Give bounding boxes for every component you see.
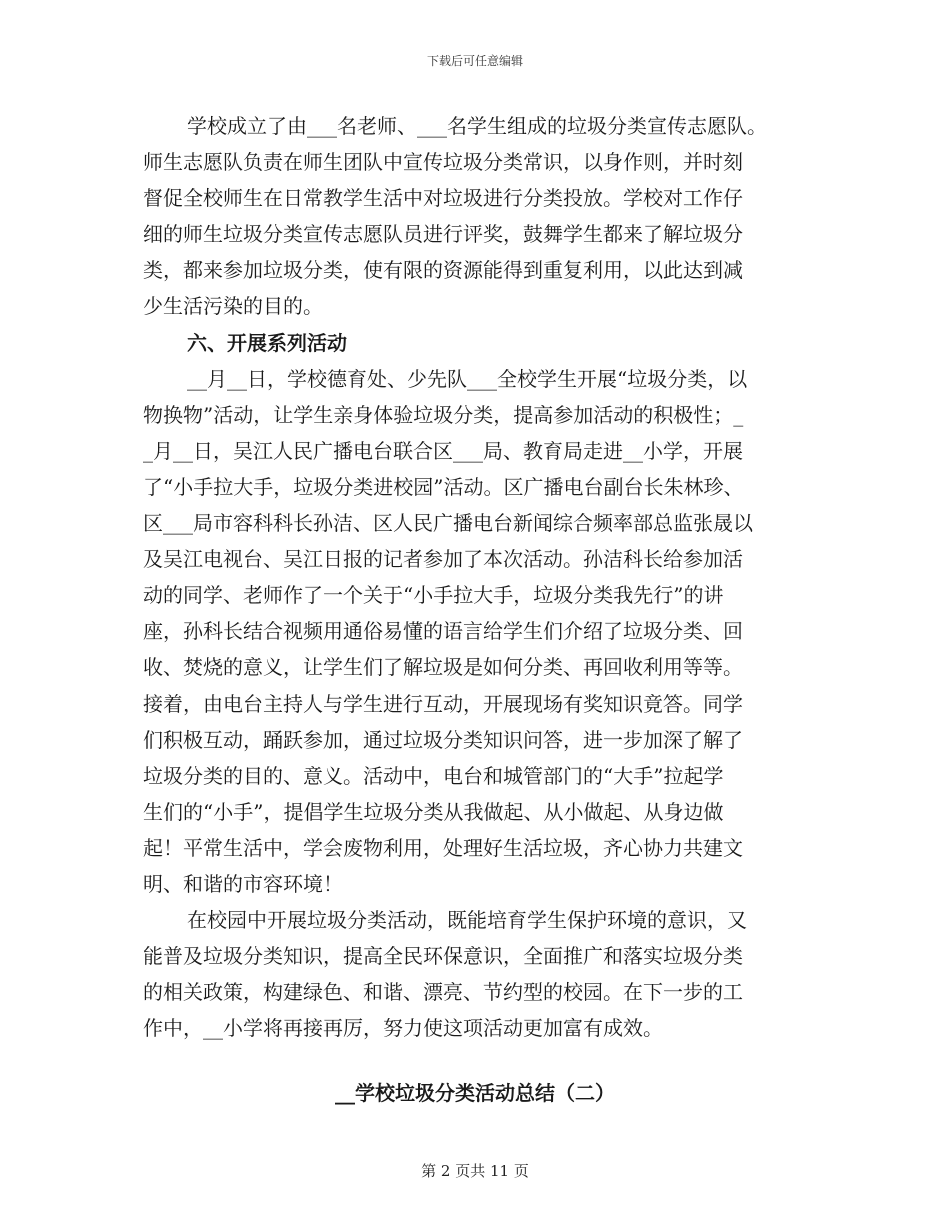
- text-line: 类，都来参加垃圾分类，使有限的资源能得到重复利用，以此达到减: [143, 258, 743, 283]
- section-heading: 六、开展系列活动: [187, 330, 347, 355]
- document-body: [143, 108, 811, 1046]
- section-title: __学校垃圾分类活动总结（二）: [335, 1081, 615, 1105]
- text-line: 了“小手拉大手，垃圾分类进校园”活动。区广播电台副台长朱林珍、: [143, 474, 744, 499]
- text-line: 督促全校师生在日常教学生活中对垃圾进行分类投放。学校对工作仔: [143, 186, 743, 211]
- text-line: 的相关政策，构建绿色、和谐、漂亮、节约型的校园。在下一步的工: [143, 980, 743, 1005]
- text-line: __月__日，学校德育处、少先队___全校学生开展“垃圾分类，以: [187, 366, 748, 391]
- text-line: 在校园中开展垃圾分类活动，既能培育学生保护环境的意识，又: [187, 908, 747, 933]
- text-line: 起！平常生活中，学会废物利用，处理好生活垃圾，齐心协力共建文: [143, 835, 743, 860]
- text-line: _月__日，吴江人民广播电台联合区___局、教育局走进__小学，开展: [143, 438, 743, 463]
- text-line: 及吴江电视台、吴江日报的记者参加了本次活动。孙洁科长给参加活: [143, 547, 743, 572]
- text-line: 能普及垃圾分类知识，提高全民环保意识，全面推广和落实垃圾分类: [143, 944, 743, 969]
- text-line: 区___局市容科科长孙洁、区人民广播电台新闻综合频率部总监张晟以: [143, 511, 753, 536]
- text-line: 们积极互动，踊跃参加，通过垃圾分类知识问答，进一步加深了解了: [143, 727, 743, 752]
- text-line: 收、焚烧的意义，让学生们了解垃圾是如何分类、再回收利用等等。: [143, 655, 743, 680]
- text-line: 师生志愿队负责在师生团队中宣传垃圾分类常识，以身作则，并时刻: [143, 150, 743, 175]
- text-line: 细的师生垃圾分类宣传志愿队员进行评奖，鼓舞学生都来了解垃圾分: [143, 222, 743, 247]
- text-line: 生们的“小手”，提倡学生垃圾分类从我做起、从小做起、从身边做: [143, 799, 724, 824]
- header-note: 下载后可任意编辑: [426, 54, 523, 68]
- text-line: 座，孙科长结合视频用通俗易懂的语言给学生们介绍了垃圾分类、回: [143, 619, 743, 644]
- text-line: 明、和谐的市容环境！: [143, 871, 343, 896]
- text-line: 垃圾分类的目的、意义。活动中，电台和城管部门的“大手”拉起学: [143, 763, 724, 788]
- text-line: 接着，由电台主持人与学生进行互动，开展现场有奖知识竟答。同学: [143, 691, 743, 716]
- page-footer: 第 2 页共 11 页: [421, 1162, 529, 1180]
- text-line: 作中，__小学将再接再厉，努力使这项活动更加富有成效。: [143, 1016, 663, 1041]
- text-line: 少生活污染的目的。: [143, 294, 323, 319]
- text-line: 学校成立了由___名老师、___名学生组成的垃圾分类宣传志愿队。: [187, 114, 767, 138]
- text-line: 动的同学、老师作了一个关于“小手拉大手，垃圾分类我先行”的讲: [143, 583, 724, 608]
- text-line: 物换物”活动，让学生亲身体验垃圾分类，提高参加活动的积极性；_: [143, 402, 744, 427]
